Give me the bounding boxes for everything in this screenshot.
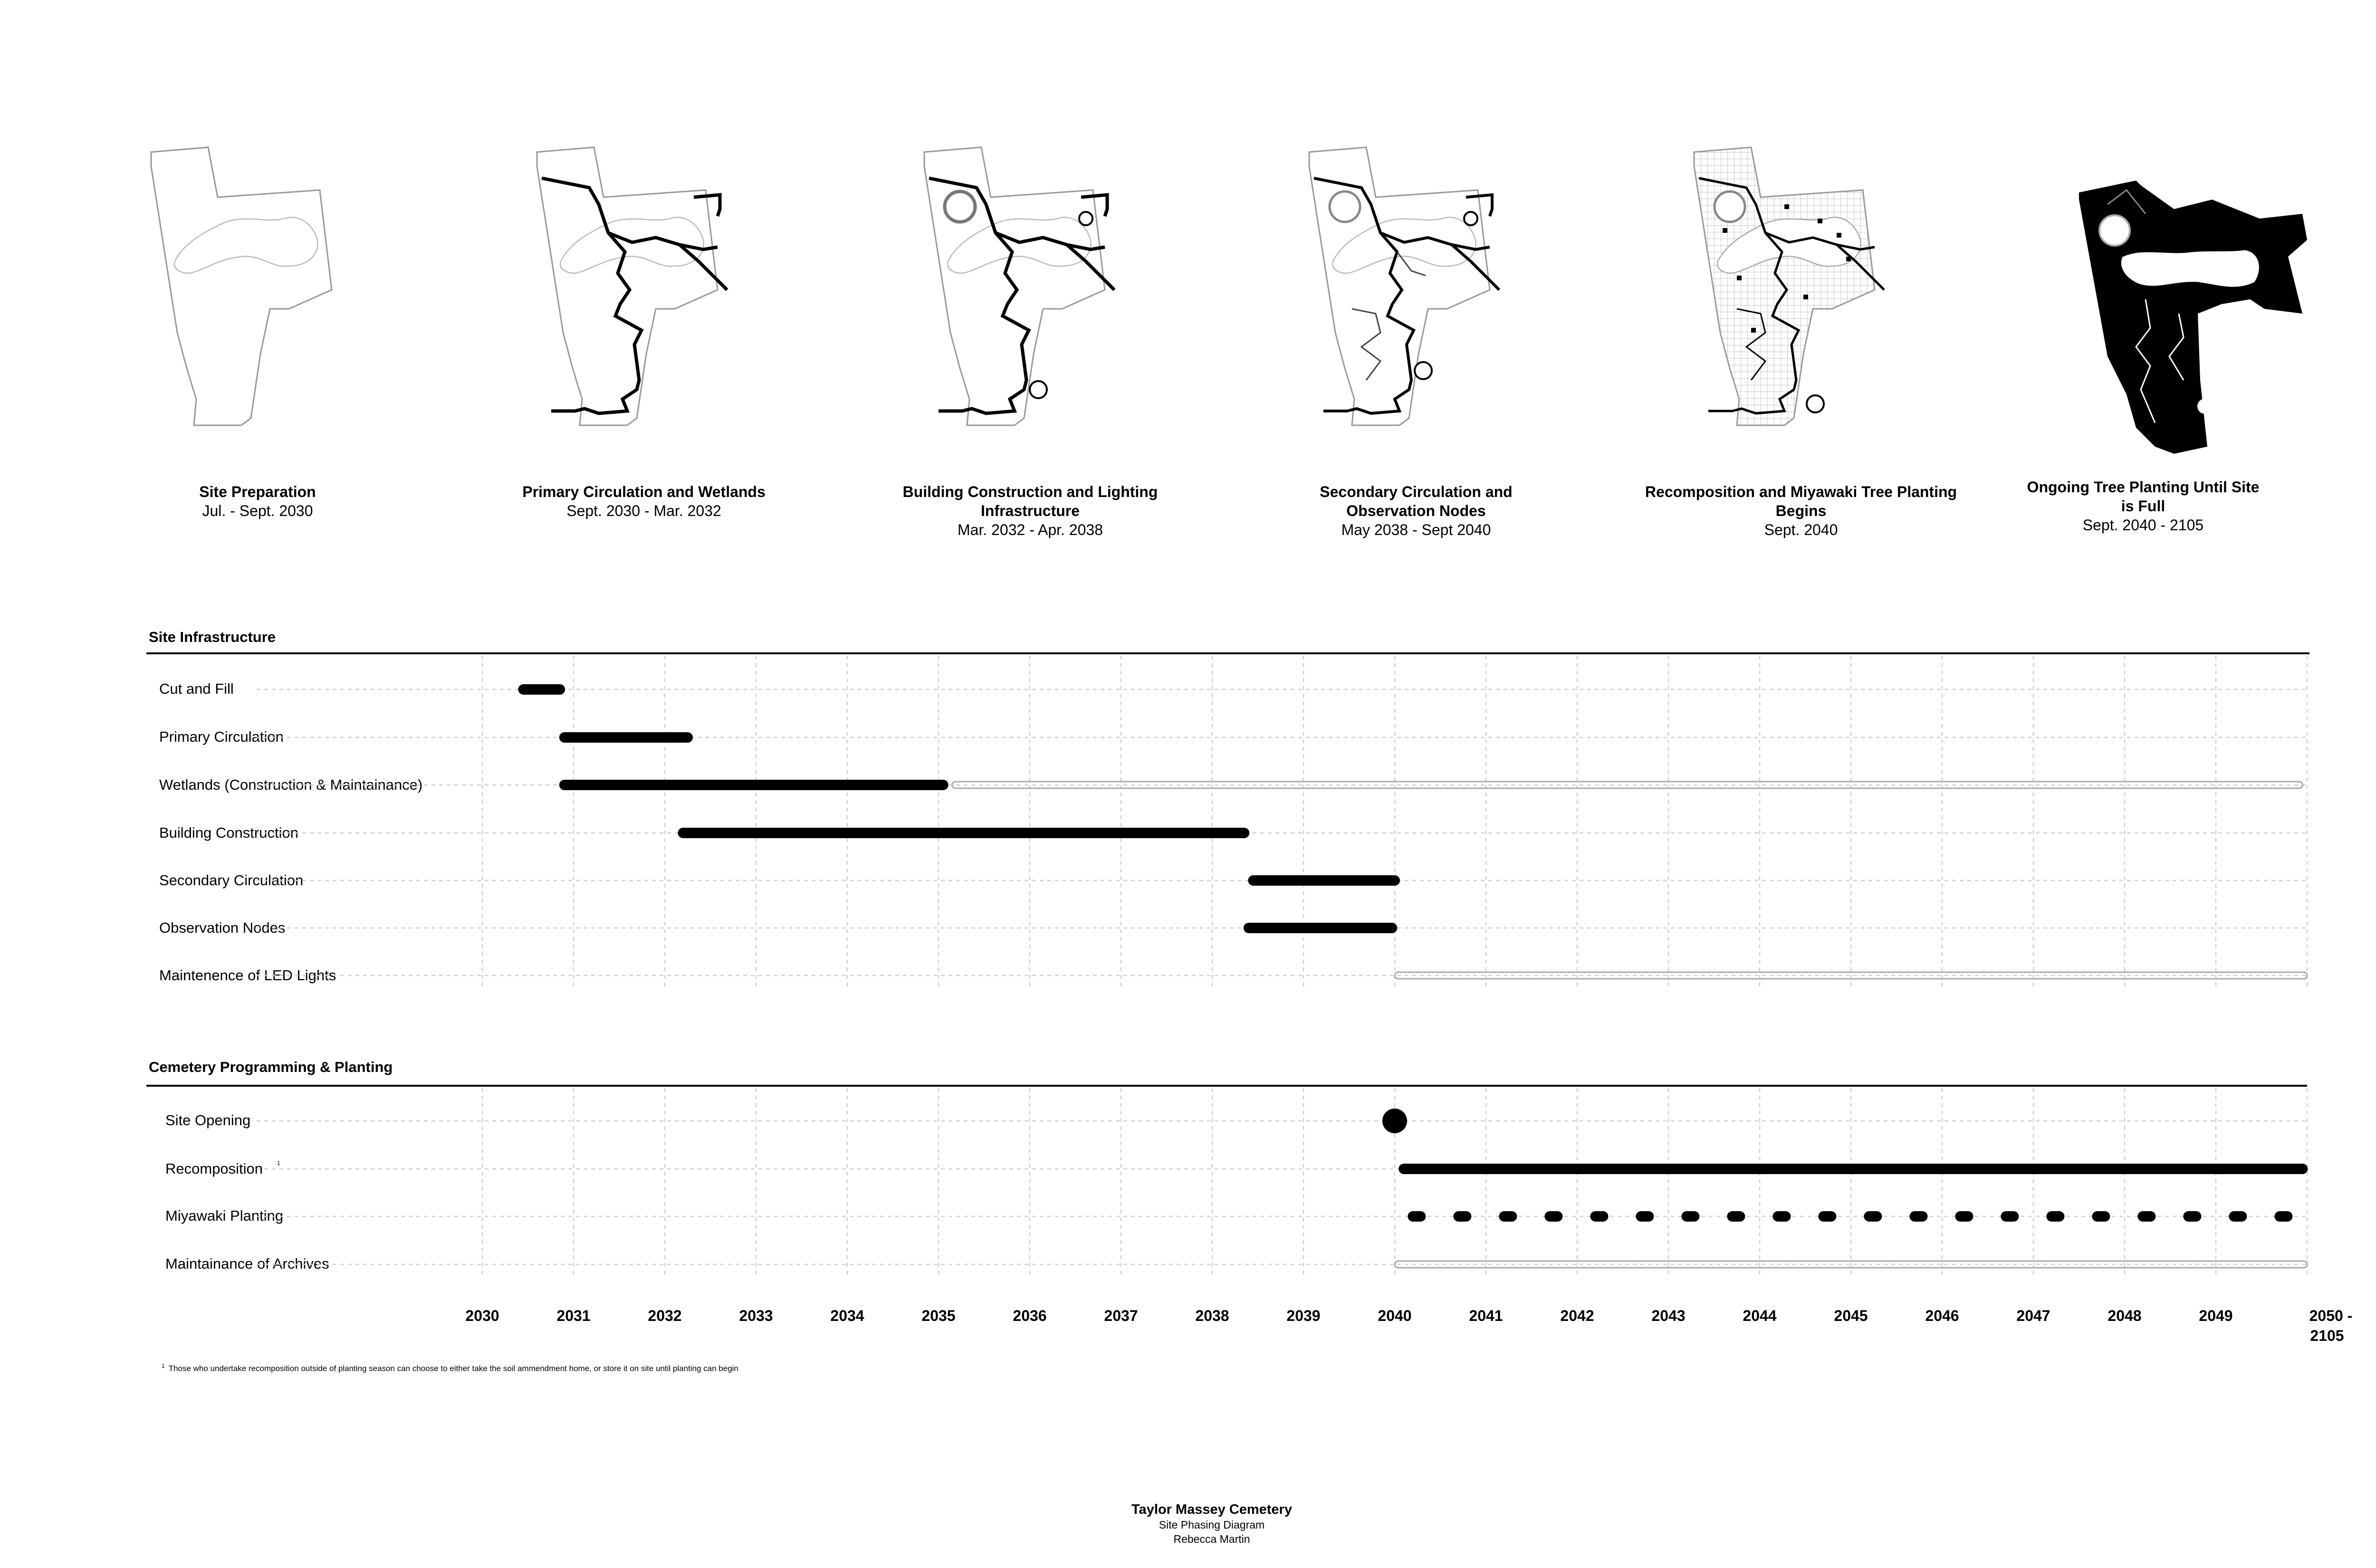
phase-caption: [1245, 482, 1587, 539]
plan-secondary-circulation: [1309, 147, 1499, 425]
axis-tick-label: 2032: [648, 1307, 682, 1324]
row-label: Wetlands (Construction & Maintainance): [159, 776, 423, 793]
axis-tick-label: 2042: [1560, 1307, 1594, 1324]
section-title-programming: Cemetery Programming & Planting: [149, 1059, 393, 1075]
row-label: Maintainance of Archives: [165, 1255, 329, 1272]
row-label: Secondary Circulation: [159, 872, 304, 889]
axis-tick-label: 2036: [1013, 1307, 1047, 1324]
phase-date: Jul. - Sept. 2030: [202, 502, 313, 519]
row-label: Primary Circulation: [159, 728, 284, 745]
plan-ongoing-planting: [2079, 181, 2307, 454]
phase-title: Primary Circulation and Wetlands: [522, 483, 766, 500]
axis-tick-label: 2048: [2108, 1307, 2142, 1324]
axis-tick-label: 2050 -: [2309, 1307, 2353, 1324]
axis-tick-label: 2030: [465, 1307, 499, 1324]
row-label: Cut and Fill: [159, 680, 234, 697]
section-title-infrastructure: Site Infrastructure: [149, 629, 276, 645]
phase-caption: [859, 482, 1201, 539]
phase-caption: [2020, 478, 2267, 535]
axis-tick-label: 2037: [1104, 1307, 1138, 1324]
phase-date: Mar. 2032 - Apr. 2038: [958, 521, 1103, 538]
axis-tick-label: 2045: [1834, 1307, 1868, 1324]
phase-caption: [473, 482, 815, 520]
axis-tick-label: 2031: [556, 1307, 591, 1324]
plan-primary-circulation: [537, 147, 727, 425]
row-label: Site Opening: [165, 1112, 251, 1128]
row-label: [165, 1160, 280, 1177]
phase-date: Sept. 2040 - 2105: [2082, 516, 2204, 534]
row-label: Observation Nodes: [159, 919, 286, 936]
axis-tick-label: 2041: [1469, 1307, 1503, 1324]
footnote-marker: 1: [277, 1160, 280, 1166]
phase-caption: [86, 482, 429, 520]
phase-caption: [1630, 482, 1972, 539]
axis-tick-label: 2035: [921, 1307, 956, 1324]
axis-tick-label: 2044: [1743, 1307, 1777, 1324]
axis-tick-label: 2039: [1286, 1307, 1321, 1324]
axis-tick-label: 2047: [2016, 1307, 2050, 1324]
ongoing-bar: [1395, 1261, 2307, 1268]
axis-tick-label: 2033: [739, 1307, 773, 1324]
phase-title: Recomposition and Miyawaki Tree Planting Begins: [1645, 483, 1957, 519]
phase-date: May 2038 - Sept 2040: [1341, 521, 1491, 538]
row-label-text: Recomposition: [165, 1160, 263, 1177]
diagram-subtitle: Site Phasing Diagram: [1159, 1519, 1265, 1531]
phase-title: Building Construction and Lighting Infrastructure: [902, 483, 1158, 519]
axis-tick-label: 2043: [1651, 1307, 1686, 1324]
ongoing-bar: [1395, 972, 2307, 979]
axis-tick-label: 2049: [2199, 1307, 2233, 1324]
row-label: Building Construction: [159, 824, 298, 841]
axis-tick-label: 2034: [830, 1307, 864, 1324]
phase-date: Sept. 2030 - Mar. 2032: [566, 502, 721, 519]
phase-title: Ongoing Tree Planting Until Site is Full: [2027, 478, 2260, 515]
footnote: [162, 1363, 738, 1374]
plan-site-preparation: [151, 147, 332, 425]
axis-tick-label: 2046: [1925, 1307, 1959, 1324]
row-label: Miyawaki Planting: [165, 1207, 284, 1224]
footnote-text: Those who undertake recomposition outside of planting season can choose to either take the soil ammendment home, or store it on site until planting can begin: [168, 1364, 738, 1373]
credits-block: [1022, 1501, 1402, 1546]
axis-tick-label: 2105: [2310, 1327, 2344, 1344]
author-name: Rebecca Martin: [1173, 1533, 1250, 1545]
milestone-dot: [1382, 1109, 1407, 1133]
site-plan-thumbnails: [0, 0, 2376, 475]
phase-title: Site Preparation: [199, 483, 316, 500]
row-label: Maintenence of LED Lights: [159, 967, 336, 984]
project-title: Taylor Massey Cemetery: [1131, 1502, 1292, 1517]
footnote-marker: 1: [162, 1363, 165, 1369]
axis-tick-label: 2038: [1195, 1307, 1229, 1324]
phase-title: Secondary Circulation and Observation Nodes: [1320, 483, 1513, 519]
plan-recomposition: [1694, 147, 1884, 425]
plan-building-construction: [924, 147, 1114, 425]
axis-tick-label: 2040: [1378, 1307, 1412, 1324]
ongoing-bar: [952, 782, 2303, 788]
phase-date: Sept. 2040: [1764, 521, 1838, 538]
